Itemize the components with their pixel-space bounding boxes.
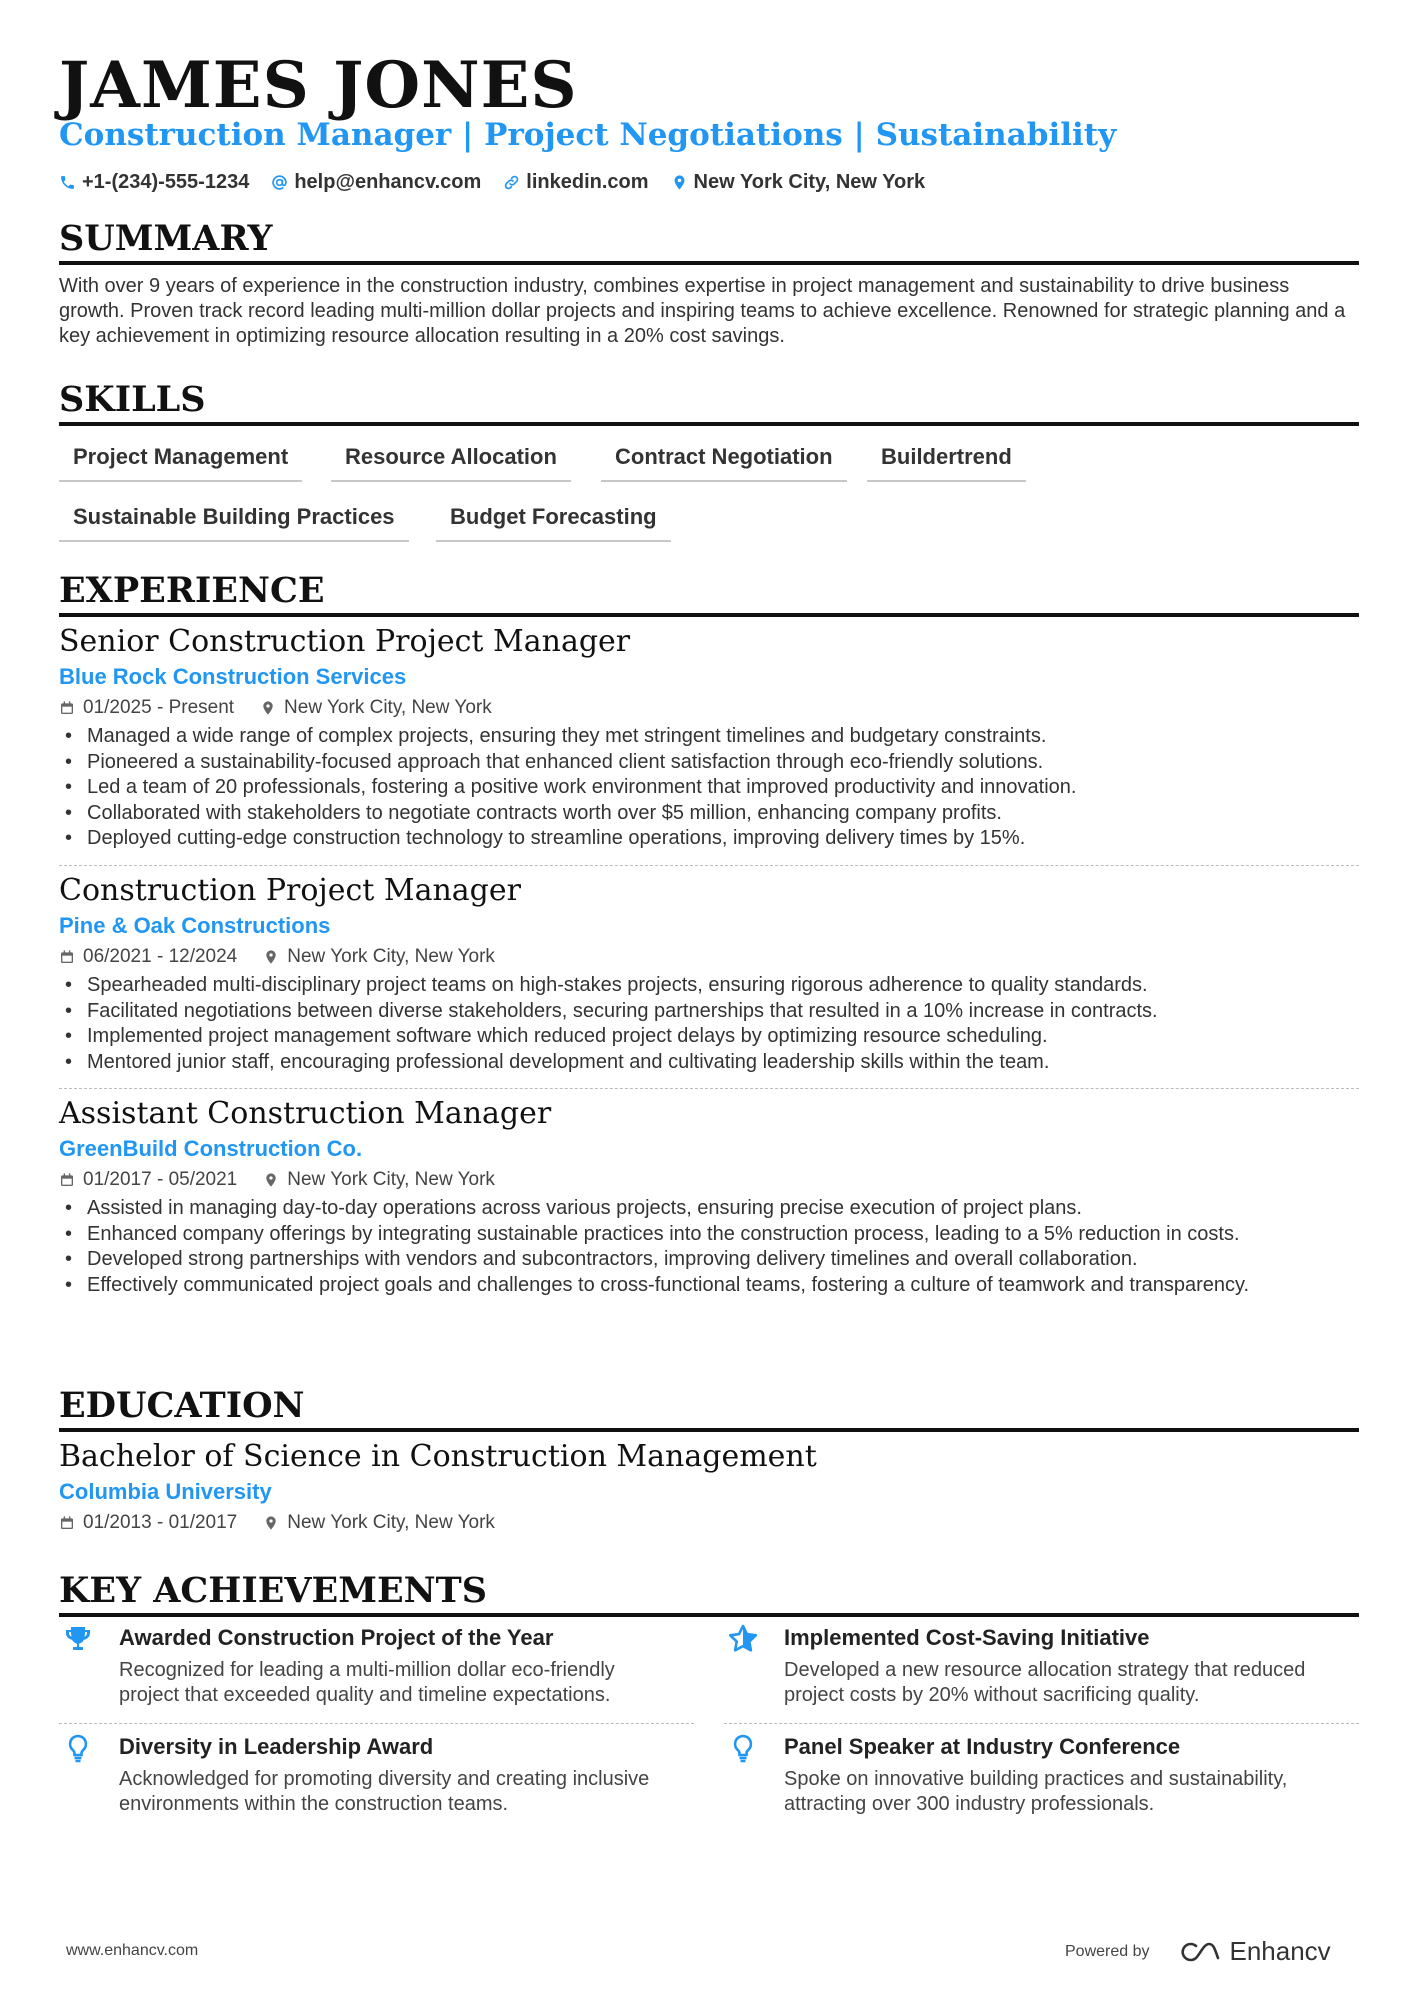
phone-text: +1-(234)-555-1234 [82, 171, 250, 193]
email-text: help@enhancv.com [294, 171, 482, 193]
achievements-heading: KEY ACHIEVEMENTS [59, 1569, 1359, 1617]
job-title: Assistant Construction Manager [59, 1096, 552, 1131]
job-bullets [59, 724, 1359, 852]
bullet-item: • Assisted in managing day-to-day operations across various projects, ensuring precise execution of project plans. [59, 1196, 1359, 1222]
job-meta [59, 943, 1359, 971]
job-dates: 01/2025 - Present [83, 697, 235, 718]
footer-site[interactable]: www.enhancv.com [66, 1942, 199, 1959]
school-name[interactable]: Columbia University [59, 1479, 272, 1504]
skill-chip: Sustainable Building Practices [59, 497, 409, 542]
bullet-item: • Managed a wide range of complex projects, ensuring they met stringent timelines and budgetary constraints. [59, 724, 1359, 750]
link-icon [503, 174, 520, 191]
job-meta [59, 694, 1359, 722]
entry-divider [59, 865, 1359, 866]
candidate-name: JAMES JONES [59, 48, 578, 123]
bullet-item: • Effectively communicated project goals and challenges to cross-functional teams, fostering a culture of teamwork and transparency. [59, 1273, 1359, 1299]
achievement-text: Recognized for leading a multi-million dollar eco-friendly project that exceeded quality and timeline expectations. [119, 1659, 615, 1706]
bullet-item: • Mentored junior staff, encouraging professional development and cultivating leadership skills within the team. [59, 1050, 1359, 1076]
lightbulb-icon [727, 1732, 759, 1764]
bullet-item: • Spearheaded multi-disciplinary project teams on high-stakes projects, ensuring rigorous adherence to quality standards. [59, 973, 1359, 999]
skill-chip: Resource Allocation [331, 437, 571, 482]
footer-branding [1065, 1936, 1331, 1967]
job-dates: 01/2017 - 05/2021 [83, 1169, 238, 1190]
summary-heading: SUMMARY [59, 217, 1359, 265]
map-pin-icon [260, 700, 276, 716]
calendar-icon [59, 1515, 75, 1531]
education-location: New York City, New York [287, 1512, 495, 1533]
enhancv-logo-icon [1176, 1939, 1222, 1965]
map-pin-icon [263, 1515, 279, 1531]
achievement-divider [724, 1723, 1359, 1724]
skills-heading: SKILLS [59, 378, 1359, 426]
bullet-item: • Facilitated negotiations between diverse stakeholders, securing partnerships that resulted in a 10% increase in contracts. [59, 999, 1359, 1025]
bullet-item: • Enhanced company offerings by integrating sustainable practices into the construction process, leading to a 5% reduction in costs. [59, 1222, 1359, 1248]
achievement-title: Diversity in Leadership Award [119, 1734, 434, 1759]
degree-title: Bachelor of Science in Construction Management [59, 1439, 817, 1474]
brand-name: Enhancv [1229, 1936, 1331, 1966]
job-bullets [59, 973, 1359, 1075]
skill-chip: Budget Forecasting [436, 497, 671, 542]
company-name[interactable]: GreenBuild Construction Co. [59, 1136, 363, 1161]
contact-bar [59, 168, 925, 196]
contact-email[interactable] [271, 168, 481, 196]
job-location: New York City, New York [287, 946, 495, 967]
experience-entry [59, 872, 1359, 1075]
education-heading: EDUCATION [59, 1384, 1359, 1432]
job-location: New York City, New York [284, 697, 492, 718]
linkedin-text: linkedin.com [526, 171, 649, 193]
powered-by-label: Powered by [1065, 1942, 1150, 1960]
achievement-text: Developed a new resource allocation strategy that reduced project costs by 20% without sacrificing quality. [784, 1659, 1306, 1706]
calendar-icon [59, 949, 75, 965]
achievement-item [59, 1732, 679, 1817]
map-pin-icon [263, 949, 279, 965]
entry-divider [59, 1088, 1359, 1089]
achievement-text: Acknowledged for promoting diversity and creating inclusive environments within the construction teams. [119, 1768, 650, 1815]
bullet-item: • Pioneered a sustainability-focused approach that enhanced client satisfaction through eco-friendly solutions. [59, 750, 1359, 776]
job-location: New York City, New York [287, 1169, 495, 1190]
achievement-item [724, 1623, 1344, 1708]
skill-chip: Contract Negotiation [601, 437, 847, 482]
summary-text: With over 9 years of experience in the construction industry, combines expertise in project management and sustainability to drive business growth. Proven track record leading multi-million dollar projects and inspiring teams to achieve excellence. Renowned for strategic planning and a key achievement in optimizing resource allocation resulting in a 20% cost savings. [59, 275, 1346, 347]
location-text: New York City, New York [693, 171, 926, 193]
company-name[interactable]: Blue Rock Construction Services [59, 664, 407, 689]
achievement-item [59, 1623, 679, 1708]
contact-linkedin[interactable] [503, 168, 648, 196]
achievement-text: Spoke on innovative building practices and sustainability, attracting over 300 industry professionals. [784, 1768, 1288, 1815]
education-entry [59, 1438, 1359, 1537]
job-dates: 06/2021 - 12/2024 [83, 946, 238, 967]
contact-location [671, 168, 926, 196]
skill-chip: Buildertrend [867, 437, 1026, 482]
bullet-item: • Collaborated with stakeholders to negotiate contracts worth over $5 million, enhancing company profits. [59, 801, 1359, 827]
experience-entry [59, 1095, 1359, 1298]
at-icon [271, 174, 288, 191]
experience-entry [59, 623, 1359, 852]
phone-icon [59, 174, 76, 191]
bullet-item: • Deployed cutting-edge construction technology to streamline operations, improving delivery times by 15%. [59, 826, 1359, 852]
calendar-icon [59, 700, 75, 716]
experience-heading: EXPERIENCE [59, 569, 1359, 617]
bullet-item: • Developed strong partnerships with vendors and subcontractors, improving delivery timelines and overall collaboration. [59, 1247, 1359, 1273]
map-pin-icon [671, 174, 688, 191]
achievement-divider [59, 1723, 694, 1724]
contact-phone[interactable] [59, 168, 249, 196]
education-meta [59, 1509, 1359, 1537]
job-meta [59, 1166, 1359, 1194]
bullet-item: • Implemented project management software which reduced project delays by optimizing resource scheduling. [59, 1024, 1359, 1050]
trophy-icon [62, 1623, 94, 1655]
map-pin-icon [263, 1172, 279, 1188]
achievement-title: Implemented Cost-Saving Initiative [784, 1625, 1150, 1650]
star-icon [727, 1623, 759, 1655]
company-name[interactable]: Pine & Oak Constructions [59, 913, 331, 938]
lightbulb-icon [62, 1732, 94, 1764]
enhancv-logo[interactable] [1176, 1936, 1331, 1967]
education-dates: 01/2013 - 01/2017 [83, 1512, 238, 1533]
achievement-item [724, 1732, 1344, 1817]
headline: Construction Manager | Project Negotiations | Sustainability [59, 117, 1117, 153]
skill-chip: Project Management [59, 437, 302, 482]
bullet-item: • Led a team of 20 professionals, fostering a positive work environment that improved productivity and innovation. [59, 775, 1359, 801]
job-title: Senior Construction Project Manager [59, 624, 631, 659]
job-title: Construction Project Manager [59, 873, 521, 908]
achievement-title: Panel Speaker at Industry Conference [784, 1734, 1181, 1759]
calendar-icon [59, 1172, 75, 1188]
job-bullets [59, 1196, 1359, 1298]
achievement-title: Awarded Construction Project of the Year [119, 1625, 554, 1650]
